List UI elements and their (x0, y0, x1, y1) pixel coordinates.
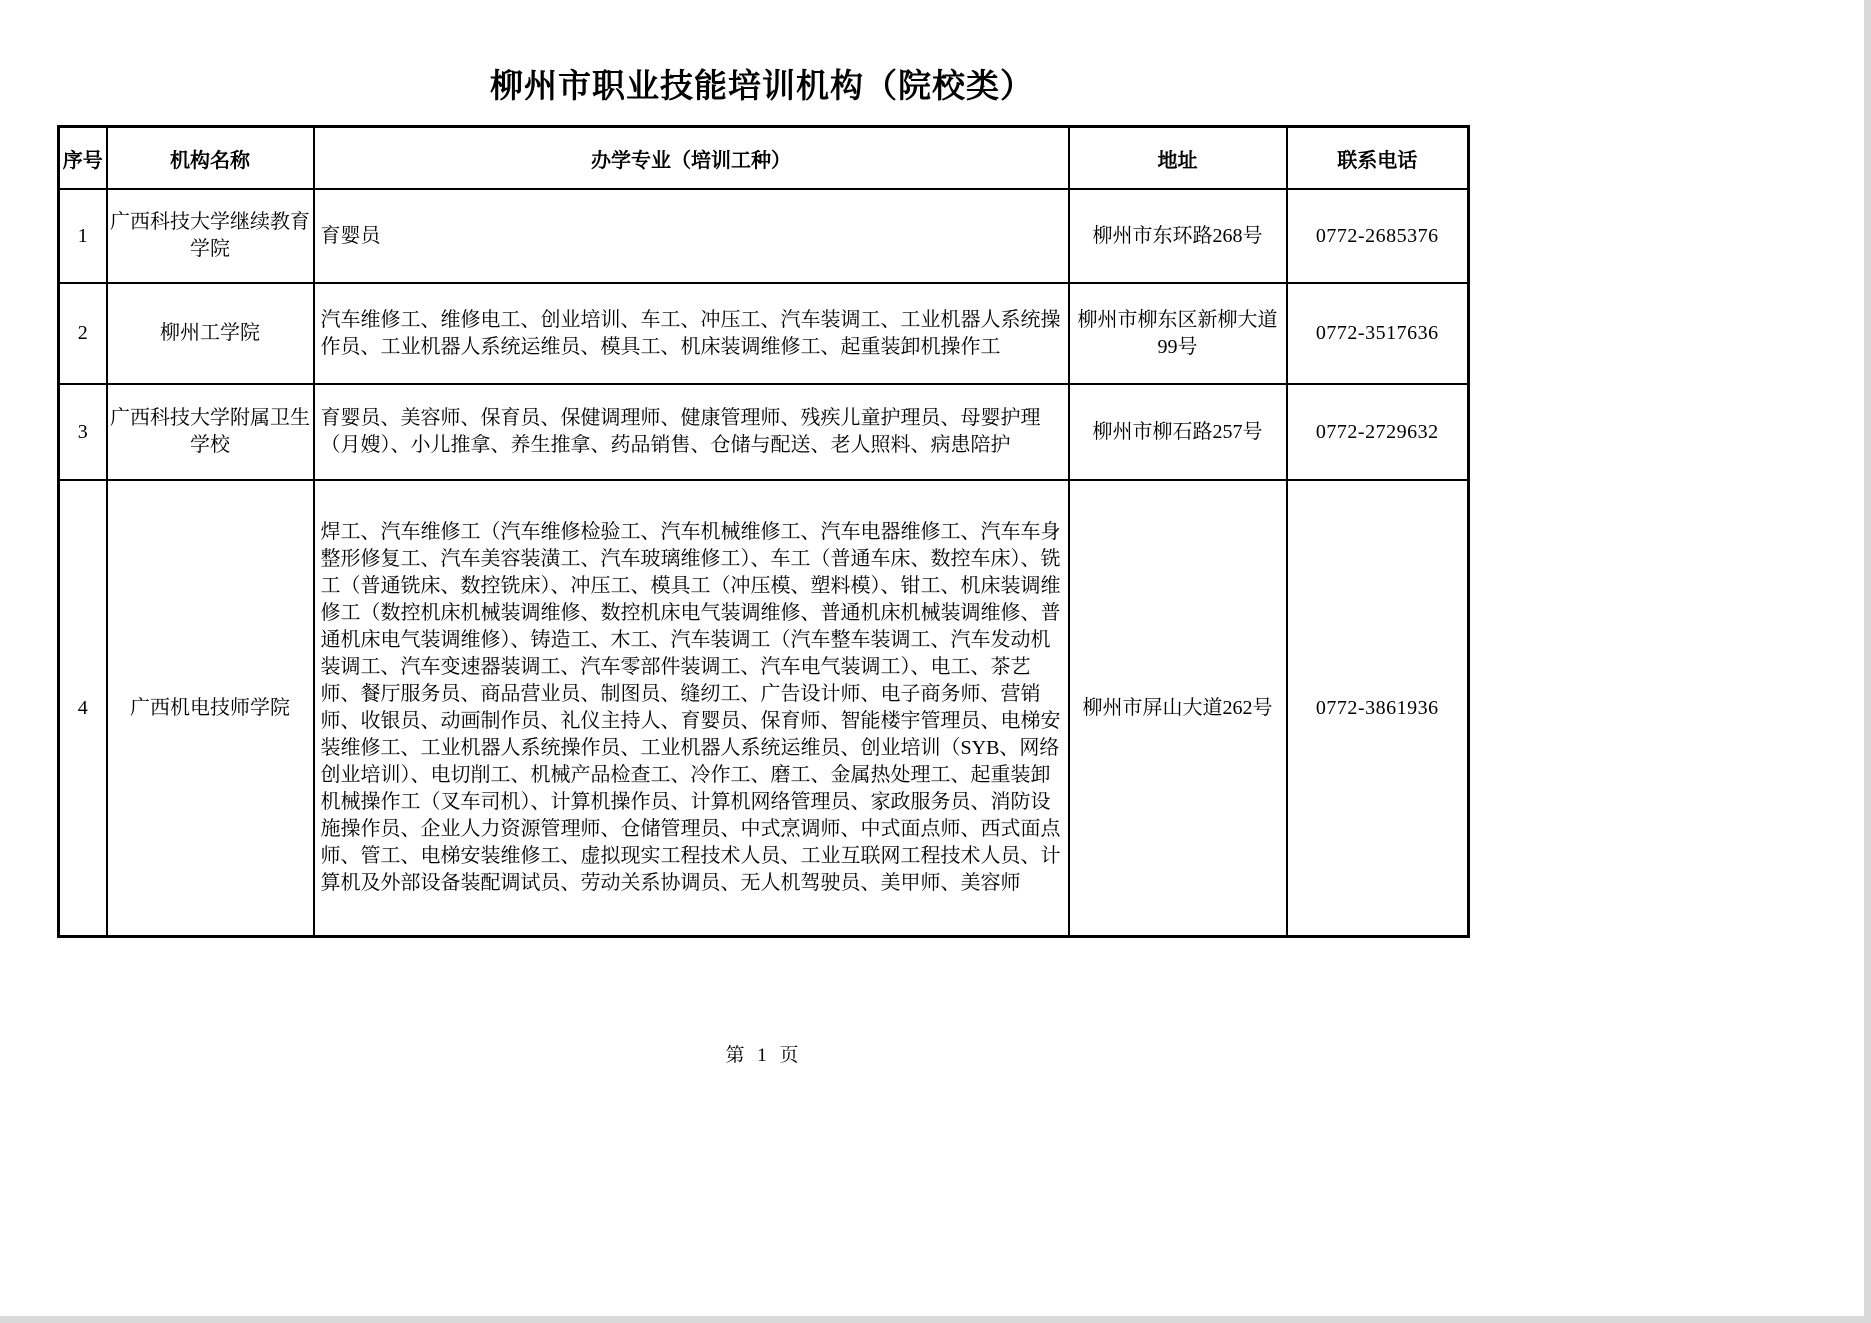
cell-phone: 0772-2729632 (1287, 384, 1469, 480)
table-row (59, 283, 1469, 384)
cell-address: 柳州市东环路268号 (1069, 189, 1287, 283)
page-edge-right (1864, 0, 1871, 1323)
cell-institution-name: 广西机电技师学院 (107, 480, 314, 937)
page-footer: 第 1 页 (725, 1045, 799, 1066)
page-edge-bottom (0, 1316, 1871, 1323)
cell-serial: 3 (59, 384, 107, 480)
page-title: 柳州市职业技能培训机构（院校类） (490, 67, 1034, 104)
cell-serial: 4 (59, 480, 107, 937)
cell-majors: 育婴员 (314, 189, 1069, 283)
cell-phone: 0772-3517636 (1287, 283, 1469, 384)
institutions-table (57, 125, 1470, 938)
cell-institution-name: 广西科技大学继续教育学院 (107, 189, 314, 283)
col-header-institution-name: 机构名称 (107, 127, 314, 190)
cell-phone: 0772-3861936 (1287, 480, 1469, 937)
cell-serial: 2 (59, 283, 107, 384)
cell-institution-name: 广西科技大学附属卫生学校 (107, 384, 314, 480)
cell-majors: 焊工、汽车维修工（汽车维修检验工、汽车机械维修工、汽车电器维修工、汽车车身整形修复工、汽车美容装潢工、汽车玻璃维修工）、车工（普通车床、数控车床）、铣工（普通铣床、数控铣床）、冲压工、模具工（冲压模、塑料模）、钳工、机床装调维修工（数控机床机械装调维修、数控机床电气装调维修、普通机床机械装调维修、普通机床电气装调维修）、铸造工、木工、汽车装调工（汽车整车装调工、汽车发动机装调工、汽车变速器装调工、汽车零部件装调工、汽车电气装调工）、电工、茶艺师、餐厅服务员、商品营业员、制图员、缝纫工、广告设计师、电子商务师、营销师、收银员、动画制作员、礼仪主持人、育婴员、保育师、智能楼宇管理员、电梯安装维修工、工业机器人系统操作员、工业机器人系统运维员、创业培训（SYB、网络创业培训）、电切削工、机械产品检查工、冷作工、磨工、金属热处理工、起重装卸机械操作工（叉车司机）、计算机操作员、计算机网络管理员、家政服务员、消防设施操作员、企业人力资源管理师、仓储管理员、中式烹调师、中式面点师、西式面点师、管工、电梯安装维修工、虚拟现实工程技术人员、工业互联网工程技术人员、计算机及外部设备装配调试员、劳动关系协调员、无人机驾驶员、美甲师、美容师 (314, 480, 1069, 937)
col-header-majors: 办学专业（培训工种） (314, 127, 1069, 190)
table-row (59, 384, 1469, 480)
col-header-phone: 联系电话 (1287, 127, 1469, 190)
table-row (59, 189, 1469, 283)
cell-address: 柳州市柳东区新柳大道99号 (1069, 283, 1287, 384)
cell-majors: 汽车维修工、维修电工、创业培训、车工、冲压工、汽车装调工、工业机器人系统操作员、工业机器人系统运维员、模具工、机床装调维修工、起重装卸机操作工 (314, 283, 1069, 384)
header-row (59, 127, 1469, 190)
cell-majors: 育婴员、美容师、保育员、保健调理师、健康管理师、残疾儿童护理员、母婴护理（月嫂）、小儿推拿、养生推拿、药品销售、仓储与配送、老人照料、病患陪护 (314, 384, 1069, 480)
cell-address: 柳州市柳石路257号 (1069, 384, 1287, 480)
cell-institution-name: 柳州工学院 (107, 283, 314, 384)
cell-phone: 0772-2685376 (1287, 189, 1469, 283)
cell-address: 柳州市屏山大道262号 (1069, 480, 1287, 937)
table-row (59, 480, 1469, 937)
col-header-address: 地址 (1069, 127, 1287, 190)
col-header-serial: 序号 (59, 127, 107, 190)
cell-serial: 1 (59, 189, 107, 283)
